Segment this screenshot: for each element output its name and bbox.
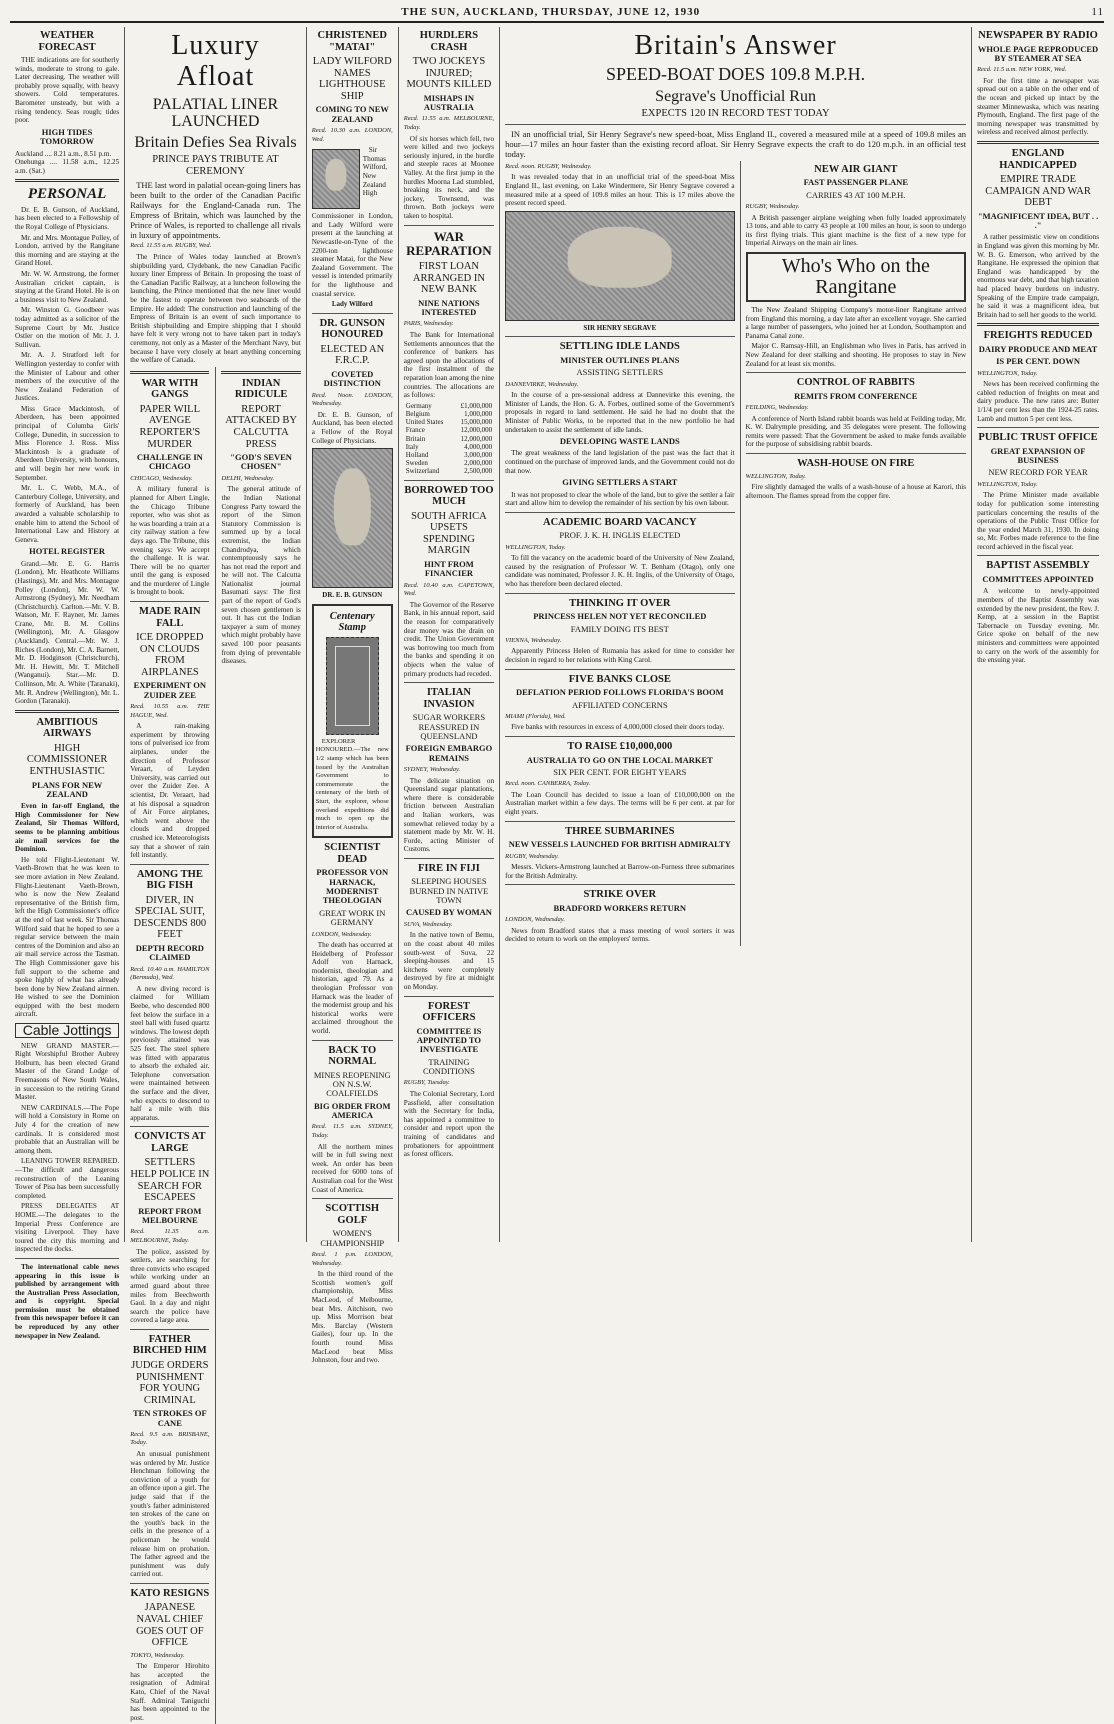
dateline: RUGBY, Tuesday. <box>403 1079 450 1087</box>
reparation-subheadline: NINE NATIONS INTERESTED <box>418 297 480 318</box>
idle-subheadline: ASSISTING SETTLERS <box>576 367 664 378</box>
divider <box>404 480 494 481</box>
dateline: Recd. 9.5 a.m. BRISBANE, Today. <box>130 1430 210 1447</box>
tides-row: Onehunga .... 11.58 a.m., 12.25 a.m. (Sat.) <box>15 158 120 175</box>
dateline: SYDNEY, Wednesday. <box>403 765 461 773</box>
whos-who-headline: Who's Who on the Rangitane <box>781 254 930 298</box>
dateline: Recd. noon. CANBERRA, Today. <box>505 780 591 788</box>
divider <box>221 371 300 374</box>
loan-row <box>404 451 494 459</box>
italian-text: The delicate situation on Queensland sugar plantations, where there is considerable friction between Australian and Italian workers, was somewhat relieved today by a statement made by Mr. W. H. Forde, acting Minister of Customs. <box>403 776 495 854</box>
developing-subheadline: DEVELOPING WASTE LANDS <box>559 436 680 447</box>
radio-text: For the first time a newspaper was spread out on a table on the other end of the ocean and picked up intact by the steamer Minnewaska, which was nearing Plymouth, England. The first page of the morning newspaper was transmitted by wireless and received almost perfectly. <box>977 76 1099 137</box>
whos-who-text: The New Zealand Shipping Company's motor-liner Rangitane arrived from England this morning, a day late after an excellent voyage. She carried a large number of passengers, who joined her at London, Southampton and Panama Canal zone. <box>745 305 967 340</box>
divider <box>746 453 967 454</box>
normal-text: All the northern mines will be in full swing next week. An order has been received for 6000 tons of Australian coal for the West Coast of America. <box>311 1142 393 1194</box>
air-giant-headline: NEW AIR GIANT <box>814 163 898 175</box>
hurdlers-subheadline: MISHAPS IN AUSTRALIA <box>423 92 475 113</box>
baptist-text: A welcome to newly-appointed members of the Baptist Assembly was extended by the new president, the Rev. J. Kemp, at a session in the Baptist Tabernacle on Tuesday evening. Mr. Grice spoke on behalf of the new ministers and committees were appointed to carry on the work of the assembly for the ensuing year. <box>977 587 1099 665</box>
india-headline: INDIAN RIDICULE <box>234 377 288 401</box>
loan-row <box>404 443 494 451</box>
weather-headline: WEATHER FORECAST <box>38 30 96 53</box>
dateline: WELLINGTON, Today. <box>505 543 566 551</box>
dateline: SUVA, Wednesday. <box>403 920 453 928</box>
divider <box>130 371 209 374</box>
convicts-subheadline: REPORT FROM MELBOURNE <box>138 1205 202 1225</box>
raise-subheadline: SIX PER CENT. FOR EIGHT YEARS <box>553 766 687 777</box>
dateline: MIAMI (Florida), Wed. <box>505 712 566 720</box>
india-text: The general attitude of the Indian National Congress Party toward the report of the Simon Statutory Commission is summed up by a local extremist, the Indian Chandrodya, which contemptuously says he has not read the report and he will not. The Calcutta Nationalist journal Basumati says: The first part of the report of God's seven chosen gentlemen is out. It has cut the Indian taxpayer a sum of money which might probably have saved 100 poor peasants from dying of preventable diseases. <box>221 485 301 666</box>
trust-subheadline: GREAT EXPANSION OF BUSINESS <box>990 445 1086 466</box>
loan-amount: 12,000,000 <box>460 434 493 443</box>
convicts-subheadline: SETTLERS HELP POLICE IN SEARCH FOR ESCAPEES <box>130 1157 210 1204</box>
kato-subheadline: JAPANESE NAVAL CHIEF GOES OUT OF OFFICE <box>136 1602 204 1649</box>
dateline: VIENNA, Wednesday. <box>505 636 562 644</box>
academic-text: To fill the vacancy on the academic board of the University of New Zealand, caused by the resignation of Professor W. T. Benham (Otago), only one candidate was nominated, Professor J. K. H. Inglis, of the University of Otago, who has therefore been declared elected. <box>505 554 735 589</box>
dateline: Recd. 1 p.m. LONDON, Wednesday. <box>311 1250 393 1267</box>
developing-text: The great weakness of the land legislation of the past was the fact that it continued on the purchase of improved lands, and the Government could not do that now. <box>505 449 735 475</box>
idle-headline: SETTLING IDLE LANDS <box>559 341 680 353</box>
italian-subheadline: FOREIGN EMBARGO REMAINS <box>405 743 493 763</box>
fish-headline: AMONG THE BIG FISH <box>136 868 203 892</box>
baptist-headline: BAPTIST ASSEMBLY <box>986 560 1090 572</box>
divider <box>404 682 494 683</box>
britain-subheadline: EXPECTS 120 IN RECORD TEST TODAY <box>641 108 830 120</box>
stamp-caption: EXPLORER HONOURED.—The new 1/2 stamp which has been issued by the Australian Government to commemorate the centenary of the birth of Sturt, the explorer, whose overland expeditions did much to open up the interior of Australia. <box>315 737 389 831</box>
divider <box>505 669 734 670</box>
air-giant-subheadline: CARRIES 43 AT 100 M.P.H. <box>806 189 906 200</box>
helen-subheadline: FAMILY DOING ITS BEST <box>570 623 669 634</box>
whos-who-box <box>746 252 967 302</box>
airways-lead: Even in far-off England, the High Commissioner for New Zealand, Sir Thomas Wilford, seems to be planning ambitious air mail services for the Dominion. <box>15 802 120 854</box>
idle-text: In the course of a pre-sessional address at Dannevirke this evening, the Minister of Lands, the Hon. G. A. Forbes, outlined some of the Government's proposals in regard to land settlement. He said he had no doubt that the Minister of Public Works, to be reported that in the new portfolio he had undertaken to assist the settlement of idle lands. <box>505 391 735 434</box>
scientist-subheadline: GREAT WORK IN GERMANY <box>319 907 386 928</box>
dateline: Recd. noon. RUGBY, Wednesday. <box>505 162 592 170</box>
page-number: 11 <box>1091 6 1104 18</box>
loan-country: Sweden <box>405 459 428 468</box>
divider <box>130 1126 209 1127</box>
dateline: Recd. 10.40 a.m. CAPETOWN, Wed. <box>403 581 495 598</box>
loan-amount: 4,000,000 <box>464 442 493 451</box>
hotel-text: Grand.—Mr. E. G. Harris (London), Mr. Heathcote Williams (Hastings), Mr. and Mrs. Montague Polley (London), Mr. W. W. Armstrong (Sydney), Mr. Needham (Christchurch). Carlton.—Mr. V. B. Watson, Mr. F. Rayner, Mr. James Crane, Mr. B. M. Collins (Wellington), Mr. A. Glasgow (Auckland). Central.—Mr. W. J. Riches (London), Mr. C. A. Barnett, Mr. D. Hodginson (Christchurch), Mr. H. Hewitt, Mr. T. Mitchell (Wanganui). Star.—Mr. D. Collinson, Mr. A. White (Taranaki), Mr. R. Andrew (Wellington), Mr. L. Gordon (Taranaki). <box>15 559 120 706</box>
freights-text: News has been received confirming the cabled reduction of freights on meat and dairy produce. The new rates are: Butter 1/1/4 per cent less than the 1924-25 rates. Lamb and mutton 5 per cent less. <box>977 380 1099 423</box>
kato-headline: KATO RESIGNS <box>130 1587 210 1599</box>
divider <box>505 124 966 125</box>
cable-item: NEW GRAND MASTER.—Right Worshipful Brother Aubrey Holburn, has been elected Grand Master of the Grand Lodge of Freemasons of New South Wales, in succession to the retiring Grand Master. <box>15 1041 120 1102</box>
banks-text: Five banks with resources in excess of 4,000,000 closed their doors today. <box>511 723 725 732</box>
matai-headline: CHRISTENED "MATAI" <box>317 30 387 53</box>
hurdlers-headline: HURDLERS CRASH <box>419 30 479 53</box>
loan-row <box>404 459 494 467</box>
loan-row <box>404 402 494 410</box>
loan-table <box>404 402 494 476</box>
dateline: PARIS, Wednesday. <box>403 320 454 328</box>
rain-subheadline: EXPERIMENT ON ZUIDER ZEE <box>133 680 206 700</box>
divider <box>977 427 1099 428</box>
personal-headline: PERSONAL <box>27 186 107 203</box>
personal-item: Mr. L. C. Webb, M.A., of Canterbury College, University, and formerly of Auckland, has been awarded a valuable scholarship to enable him to attend the School of International Law and History at Geneva. <box>15 484 120 544</box>
cable-jottings-title: Cable Jottings <box>15 1023 119 1038</box>
giving-text: It was not proposed to clear the whole of the land, but to give the settler a fair start and allow him to develop the remainder of his section by his own labour. <box>505 490 735 508</box>
golf-headline: SCOTTISH GOLF <box>325 1203 380 1226</box>
photo-caption: DR. E. B. GUNSON <box>322 591 383 600</box>
airways-headline: AMBITIOUS AIRWAYS <box>36 716 98 740</box>
loan-amount: 2,000,000 <box>464 459 493 468</box>
tides-row: Auckland .... 8.21 a.m., 8.51 p.m. <box>15 149 112 158</box>
gangs-subheadline: PAPER WILL AVENGE REPORTER'S MURDER <box>139 403 201 450</box>
submarines-text: Messrs. Vickers-Armstrong launched at Barrow-on-Furness three submarines for the British Admiralty. <box>505 863 735 880</box>
fiji-subheadline: SLEEPING HOUSES BURNED IN NATIVE TOWN <box>409 876 489 906</box>
wash-house-headline: WASH-HOUSE ON FIRE <box>797 457 915 469</box>
forest-subheadline: TRAINING CONDITIONS <box>422 1056 475 1077</box>
reparation-headline: WAR REPARATION <box>406 228 492 258</box>
divider <box>505 336 734 337</box>
banks-headline: FIVE BANKS CLOSE <box>568 673 671 685</box>
dateline: RUGBY, Wednesday. <box>505 852 559 860</box>
photo-caption: Lady Wilford <box>331 300 373 309</box>
helen-text: Apparently Princess Helen of Rumania has asked for time to consider her decision in regard to her relations with King Carol. <box>505 647 735 665</box>
dateline: Recd. 11.5 a.m. SYDNEY, Today. <box>311 1123 393 1140</box>
stamp-headline: Centenary Stamp <box>329 610 375 634</box>
rabbits-subheadline: REMITS FROM CONFERENCE <box>794 390 918 401</box>
masthead <box>10 6 1104 23</box>
tides-headline: HIGH TIDES TOMORROW <box>40 126 95 147</box>
loan-country: Britain <box>405 434 426 443</box>
scientist-text: The death has occurred at Heidelberg of Professor Adolf von Harnack, modernist, theologian and historian, aged 79. As a theologian Professor von Harnack was the leader of the modernist group and his historical works were acclaimed throughout the world. <box>311 941 393 1036</box>
matai-subheadline: COMING TO NEW ZEALAND <box>315 104 389 124</box>
fiji-text: In the native town of Bemu, on the coast about 40 miles south-west of Suva, 22 sleeping-houses and 15 kitchens were completely destroyed by fire at midnight on Monday. <box>403 931 495 991</box>
cable-item: LEANING TOWER REPAIRED.—The difficult and dangerous reconstruction of the Leaning Tower of Pisa has been successfully completed. <box>15 1157 120 1200</box>
raise-subheadline: AUSTRALIA TO GO ON THE LOCAL MARKET <box>526 754 713 765</box>
loan-row <box>404 410 494 418</box>
airways-text: He told Flight-Lieutenant W. Vaeth-Brown that he was keen to see more aviation in New Zealand. Flight-Lieutenant Vaeth-Brown, who is now the New Zealand representative of the British firm, left the High Commissioner's office at the end of last week. Sir Thomas Wilford said that he hoped to see a regular service between the main centres of the Dominion and also an air mail service across the Tasman. The High Commissioner gave his full support to the scheme and spoke highly of what has already been done by New Zealand airmen. He wished to see the Dominion equipped with the best modern aircraft. <box>15 855 120 1019</box>
loan-row <box>404 418 494 426</box>
fish-subheadline: DIVER, IN SPECIAL SUIT, DESCENDS 800 FEET <box>133 894 207 941</box>
loan-amount: 12,000,000 <box>460 426 493 435</box>
dateline: DANNEVIRKE, Wednesday. <box>505 380 579 388</box>
cable-item: NEW CARDINALS.—The Pope will hold a Consistory in Rome on July 4 for the creation of new cardinals. It is considered most probable that an Australian will be among them. <box>15 1103 120 1155</box>
dateline: Recd. 10.55 a.m. THE HAGUE, Wed. <box>130 703 210 719</box>
submarines-headline: THREE SUBMARINES <box>565 825 675 837</box>
dateline: Recd. 11.5 a.m. NEW YORK, Wed. <box>977 66 1067 74</box>
loan-amount: £1,000,000 <box>460 401 493 410</box>
luxury-body: The Prince of Wales today launched at Brown's shipbuilding yard, Clydebank, the new Canadian Pacific luxury liner Empress of Britain. In proposing the toast of the Canadian Pacific Railway, at a luncheon following the launching, the Prince mentioned that the new liner would be the fastest to operate between two seaboards of the Empire. He added: The construction and launching of the Empress of Britain is an event of such importance to British shipbuilding and Empire shipping that I should have felt it very wrong not to have taken part in today's ceremony, not only as a Master of the Merchant Navy, but because I have very closely at heart anything concerning the welfare of Canada. <box>130 253 301 365</box>
dateline: FEILDING, Wednesday. <box>745 403 809 411</box>
britain-body: It was revealed today that in an unofficial trial of the speed-boat Miss England II., last evening, on Lake Windermere, Sir Henry Segrave covered a measured mile at a speed of 109.8 miles an hour. This is 17 miles above the present record speed. <box>505 173 735 208</box>
freights-subheadline: DAIRY PRODUCE AND MEAT <box>978 343 1098 354</box>
normal-subheadline: BIG ORDER FROM AMERICA <box>314 1100 391 1121</box>
idle-subheadline: MINISTER OUTLINES PLANS <box>560 354 680 365</box>
masthead-title: THE SUN, AUCKLAND, THURSDAY, JUNE 12, 1930 <box>401 6 701 18</box>
column-2 <box>125 27 307 1722</box>
gunson-subheadline: ELECTED AN F.R.C.P. <box>320 343 385 367</box>
dateline: RUGBY, Wednesday. <box>745 202 800 210</box>
dateline: WELLINGTON, Today. <box>745 472 807 480</box>
divider <box>977 141 1099 144</box>
air-giant-text: A British passenger airplane weighing when fully loaded approximately 13 tons, and able to carry 43 people at 100 miles an hour, is soon to undergo its first flying trials. This giant machine is the first of a new type for Imperial Airways on the main air lines. <box>745 213 967 248</box>
divider <box>404 996 494 997</box>
dateline: Recd. 10.30 a.m. LONDON, Wed. <box>311 126 393 143</box>
fish-text: A new diving record is claimed for William Beebe, who descended 800 feet below the surface in a steel ball with fused quartz windows. The lowest depth previously attained was 525 feet. The steel sphere was fitted with apparatus to absorb the exhaled air. Telephone conversation were maintained between the surface and the diver, who expects to descend to half a mile with this apparatus. <box>130 984 210 1122</box>
england-text: A rather pessimistic view on conditions in England was given this morning by Mr. W. B. G. Emerson, who arrived by the Rangitane. He expressed the opinion that England was handicapped by the enormous war debt, and that high taxation had placed heavy burdens on industry. Speaking of the Empire trade campaign, he said it was a magnificent idea, but Britain had to sell her goods to the world. <box>977 233 1099 319</box>
fish-subheadline: DEPTH RECORD CLAIMED <box>135 943 204 963</box>
academic-headline: ACADEMIC BOARD VACANCY <box>542 516 697 528</box>
strike-headline: STRIKE OVER <box>583 889 657 901</box>
hurdlers-subheadline: TWO JOCKEYS INJURED; MOUNTS KILLED <box>406 56 492 91</box>
loan-country: Holland <box>405 451 429 460</box>
divider <box>130 1583 209 1584</box>
dateline: LONDON, Wednesday. <box>505 916 565 924</box>
dateline: Recd. 11.55 a.m. RUGBY, Wed. <box>130 242 212 250</box>
stamp-image <box>326 637 379 735</box>
rain-subheadline: ICE DROPPED ON CLOUDS FROM AIRPLANES <box>136 632 204 678</box>
gunson-subheadline: COVETED DISTINCTION <box>323 368 381 389</box>
luxury-subheadline: PALATIAL LINER LAUNCHED <box>152 95 279 131</box>
dateline: WELLINGTON, Today. <box>977 480 1038 488</box>
father-subheadline: TEN STROKES OF CANE <box>132 1408 207 1428</box>
column-1 <box>10 27 125 1340</box>
divider <box>746 372 967 373</box>
dateline: Recd. 10.40 a.m. HAMILTON (Bermuda), Wed. <box>130 965 210 982</box>
divider <box>505 512 734 513</box>
forest-headline: FOREST OFFICERS <box>422 1000 476 1024</box>
personal-item: Mr. A. J. Stratford left for Wellington yesterday to confer with the Minister of Labour and other members of the executive of the New Zealand Federation of Justices. <box>15 351 120 403</box>
britain-headline: Britain's Answer <box>634 30 837 61</box>
helen-subheadline: PRINCESS HELEN NOT YET RECONCILED <box>533 611 707 622</box>
rabbits-text: A conference of North Island rabbit boards was held at Feilding today, Mr. K. W. Dalrymple presiding, and 35 delegates were present. The following remits were passed: That the Government be asked to make funds available for the purpose of subsidising rabbit boards. <box>745 414 967 449</box>
whos-who-text: Major C. Ramsay-Hill, an Englishman who lives in Paris, has arrived in New Zealand for deer stalking and shooting. He proposes to stay in New Zealand for at least six months. <box>745 342 967 368</box>
dateline: CHICAGO, Wednesday. <box>130 474 193 482</box>
dateline: DELHI, Wednesday. <box>221 474 275 482</box>
divider <box>505 593 734 594</box>
india-subheadline: REPORT ATTACKED BY CALCUTTA PRESS <box>225 403 297 450</box>
loan-row <box>404 467 494 475</box>
trust-text: The Prime Minister made available today for publication some interesting particulars concerning the results of the operations of the Public Trust Office for the year ended March 31, 1930. In doing so, Mr. Forbes made reference to the fine record achieved in the fiscal year. <box>977 491 1099 551</box>
column-4 <box>399 27 500 1242</box>
loan-country: Italy <box>405 442 419 451</box>
loan-row <box>404 426 494 434</box>
dateline: WELLINGTON, Today. <box>977 369 1038 377</box>
convicts-text: The police, assisted by settlers, are searching for three convicts who escaped while working under an armed guard about three miles from Beechworth Gaol. In a day and night search the police have covered a large area. <box>130 1247 210 1325</box>
dateline: Recd. Noon. LONDON, Wednesday. <box>311 391 393 408</box>
airways-subheadline: HIGH COMMISSIONER ENTHUSIASTIC <box>26 742 108 777</box>
copyright-notice: The international cable news appearing in this issue is published by arrangement with the Australian Press Association, and is copyright. Special permission must be obtained from this newspaper before it can be reproduced by any other newspaper in New Zealand. <box>15 1262 120 1340</box>
divider <box>15 1258 119 1259</box>
normal-headline: BACK TO NORMAL <box>328 1044 377 1068</box>
hotel-headline: HOTEL REGISTER <box>29 546 105 557</box>
segrave-photo <box>505 211 734 321</box>
gangs-text: A military funeral is planned for Albert Lingle, the Chicago Tribune reporter, who was shot as he was boarding a train at a city railway station a few days ago. The Tribune, this evening says: We accept the challenge. It is war. There will be no quarter until the gang is exposed and the murderer of Lingle is brought to book. <box>130 485 210 597</box>
rain-headline: MADE RAIN FALL <box>139 606 201 629</box>
trust-headline: PUBLIC TRUST OFFICE <box>978 432 1098 444</box>
loan-country: Germany <box>405 401 432 410</box>
divider <box>505 736 734 737</box>
dateline: Recd. 11.55 a.m. MELBOURNE, Today. <box>403 115 495 132</box>
loan-country: United States <box>405 418 444 427</box>
italian-subheadline: SUGAR WORKERS REASSURED IN QUEENSLAND <box>412 712 486 741</box>
freights-subheadline: IS PER CENT. DOWN <box>996 356 1080 367</box>
borrowed-text: The Governor of the Reserve Bank, in his annual report, said the reason for comparatively dear money was the drain on credit. The Union Government was borrowing too much from the banks and spending it on objects when the value of primary products had receded. <box>403 600 495 678</box>
luxury-headline: Luxury Afloat <box>171 30 260 92</box>
scientist-subheadline: PROFESSOR VON HARNACK, MODERNIST THEOLOGIAN <box>316 867 389 906</box>
luxury-subheadline: PRINCE PAYS TRIBUTE AT CEREMONY <box>152 154 279 177</box>
freights-headline: FREIGHTS REDUCED <box>983 330 1093 342</box>
personal-item: Mr. W. W. Armstrong, the former Australian cricket captain, is staying at the Grand Hotel. He is on a business visit to New Zealand. <box>15 269 120 304</box>
divider <box>130 601 209 602</box>
air-giant-subheadline: FAST PASSENGER PLANE <box>803 177 908 188</box>
divider <box>15 179 119 182</box>
airways-subheadline: PLANS FOR NEW ZEALAND <box>31 779 103 799</box>
convicts-headline: CONVICTS AT LARGE <box>134 1131 206 1154</box>
borrowed-subheadline: SOUTH AFRICA UPSETS SPENDING MARGIN <box>411 510 487 557</box>
borrowed-headline: BORROWED TOO MUCH <box>404 484 494 508</box>
matai-text: Sir Thomas Wilford, New Zealand High Commissioner in London, and Lady Wilford were present at the launching at Newcastle-on-Tyne of the 2200-ton lighthouse steamer Matai, for the New Zealand Government. The vessel is intended primarily for the lighthouse and coastal service. <box>311 146 393 298</box>
strike-text: News from Bradford states that a mass meeting of wool sorters it was decided to return to work on the employers' terms. <box>505 926 735 944</box>
luxury-subheadline: Britain Defies Sea Rivals <box>134 133 297 151</box>
submarines-subheadline: NEW VESSELS LAUNCHED FOR BRITISH ADMIRALTY <box>508 839 731 850</box>
divider <box>505 821 734 822</box>
loan-country: France <box>405 426 425 435</box>
britain-subheadline: Segrave's Unofficial Run <box>655 87 816 105</box>
hurdlers-text: Of six horses which fell, two were killed and two jockeys seriously injured, in the hurdle and steeple races at Moonee Valley. At the first jump in the hurdles Moorna Lad stumbled, breaking its neck, and the jockey, Townsend, was thrown. Both jockeys were taken to hospital. <box>403 134 495 220</box>
divider <box>977 555 1099 556</box>
rabbits-headline: CONTROL OF RABBITS <box>796 377 915 389</box>
loan-amount: 2,500,000 <box>464 467 493 476</box>
matai-subheadline: LADY WILFORD NAMES LIGHTHOUSE SHIP <box>312 56 392 102</box>
helen-headline: THINKING IT OVER <box>569 597 671 609</box>
divider <box>15 710 119 713</box>
forest-subheadline: COMMITTEE IS APPOINTED TO INVESTIGATE <box>416 1025 482 1055</box>
kato-text: The Emperor Hirohito has accepted the resignation of Admiral Kato, Chief of the Naval Staff. Admiral Taniguchi has been appointed to the post. <box>130 1662 210 1722</box>
loan-country: Switzerland <box>405 467 440 476</box>
radio-headline: NEWSPAPER BY RADIO <box>978 30 1098 41</box>
loan-row <box>404 435 494 443</box>
column-5-6 <box>500 27 972 1242</box>
father-text: An unusual punishment was ordered by Mr. Justice Henchman following the conviction of a youth for an offence upon a girl. The judge said that if the youth's father administered ten strokes of the cane on the youth's back in the cells in the presence of a policeman he would release him on probation. The father agreed and the punishment was duly carried out. <box>130 1450 210 1579</box>
britain-lead: IN an unofficial trial, Sir Henry Segrave's new speed-boat, Miss England II., covered a measured mile at a speed of 109.8 miles an hour—17 miles an hour faster than the existing record afloat. Sir Henry Segrave expects the craft to do 120 m.p.h. in an official test today. <box>505 128 967 159</box>
lady-wilford-photo <box>312 149 360 209</box>
trust-subheadline: NEW RECORD FOR YEAR <box>988 467 1088 478</box>
gunson-headline: DR. GUNSON HONOURED <box>319 317 385 341</box>
divider <box>312 1040 393 1041</box>
divider <box>404 858 494 859</box>
personal-item: Mr. Winston G. Goodbeer was today admitted as a solicitor of the Supreme Court by Mr. Justice Ostler on the motion of Mr. J. J. Sullivan. <box>15 306 120 349</box>
fiji-headline: FIRE IN FIJI <box>417 862 480 874</box>
luxury-lead: THE last word in palatial ocean-going liners has been built to the order of the Canadian Pacific Railways for the England-Canada run. The Empress of Britain, which was launched by the Prince of Wales, is reported to challenge all rivals in luxury of appointments. <box>130 180 301 241</box>
personal-item: Miss Grace Mackintosh, of Aberdeen, has been appointed principal of Columba Girls' College, Dunedin, in succession to Miss Florence J. Ross. Miss Mackintosh is a graduate of Aberdeen University, with honours, and will begin her new work in September. <box>15 404 120 482</box>
father-subheadline: JUDGE ORDERS PUNISHMENT FOR YOUNG CRIMINAL <box>131 1359 209 1406</box>
divider <box>404 225 494 226</box>
banks-subheadline: DEFLATION PERIOD FOLLOWS FLORIDA'S BOOM <box>515 687 724 698</box>
india-subheadline: "GOD'S SEVEN CHOSEN" <box>230 452 292 472</box>
golf-subheadline: WOMEN'S CHAMPIONSHIP <box>320 1228 385 1248</box>
wash-house-text: Fire slightly damaged the walls of a wash-house of a house at Karori, this afternoon. The flames spread from the copper fire. <box>745 483 967 500</box>
raise-headline: TO RAISE £10,000,000 <box>567 741 673 753</box>
giving-subheadline: GIVING SETTLERS A START <box>562 477 678 488</box>
raise-text: The Loan Council has decided to issue a loan of £10,000,000 on the Australian market within a few days. The terms will be 6 per cent. at par for eight years. <box>505 790 735 817</box>
column-7 <box>972 27 1104 1242</box>
reparation-subheadline: FIRST LOAN ARRANGED IN NEW BANK <box>412 261 485 296</box>
father-headline: FATHER BIRCHED HIM <box>132 1333 207 1357</box>
divider <box>505 884 734 885</box>
britain-subheadline: SPEED-BOAT DOES 109.8 M.P.H. <box>605 63 866 84</box>
baptist-subheadline: COMMITTEES APPOINTED <box>982 574 1094 585</box>
england-headline: ENGLAND HANDICAPPED <box>999 147 1077 171</box>
forest-text: The Colonial Secretary, Lord Passfield, after consultation with the Secretary for India, has appointed a committee to consider and report upon the training of candidates and probationers for appointment as forest officers. <box>403 1089 495 1159</box>
banks-subheadline: AFFILIATED CONCERNS <box>571 699 668 710</box>
reparation-text: The Bank for International Settlements announces that the conference of bankers has agreed upon the allocations of the first instalment of the reparation loan among the nine countries. The allocations are as follows: <box>403 331 495 400</box>
personal-item: Dr. E. B. Gunson, of Auckland, has been elected to a Fellowship of the Royal College of Physicians. <box>15 205 120 231</box>
weather-text: THE indications are for southerly winds, moderate to strong to gale. Later decreasing. The weather will probably prove squally, with heavy showers. Cold temperatures. Barometer unsteady, but with a rising tendency. Seas rough; tides poor. <box>15 56 120 125</box>
centenary-stamp-box <box>312 604 393 839</box>
personal-item: Mr. and Mrs. Montague Polley, of London, arrived by the Rangitane this morning and are staying at the Grand Hotel. <box>15 233 120 268</box>
borrowed-subheadline: HINT FROM FINANCIER <box>424 558 474 579</box>
dateline: LONDON, Wednesday. <box>311 930 372 938</box>
divider <box>130 864 209 865</box>
normal-subheadline: MINES REOPENING ON N.S.W. COALFIELDS <box>313 1069 391 1099</box>
dateline: Recd. 11.35 a.m. MELBOURNE, Today. <box>130 1228 210 1244</box>
scientist-headline: SCIENTIST DEAD <box>324 842 381 865</box>
gangs-headline: WAR WITH GANGS <box>141 377 199 401</box>
england-subheadline: "MAGNIFICENT IDEA, BUT . . ." <box>977 210 1099 231</box>
strike-subheadline: BRADFORD WORKERS RETURN <box>553 902 687 913</box>
academic-subheadline: PROF. J. K. H. INGLIS ELECTED <box>559 530 681 541</box>
column-3 <box>307 27 399 1365</box>
photo-caption: SIR HENRY SEGRAVE <box>583 323 657 332</box>
divider <box>312 1198 393 1199</box>
golf-text: In the third round of the Scottish women's golf championship, Miss MacLeod, of Melbourne, beat Mrs. Aitchison, two up. Miss Morrison beat Mrs. Barclay (Western Gailes), four up. In the fourth round Miss MacLeod beat Miss Johnston, four and two. <box>311 1270 393 1365</box>
loan-amount: 3,000,000 <box>464 451 493 460</box>
fiji-subheadline: CAUSED BY WOMAN <box>405 907 492 918</box>
cable-item: PRESS DELEGATES AT HOME.—The delegates to the Imperial Press Conference are visiting Liverpool. They have toured the city this morning and inspected the docks. <box>15 1202 120 1254</box>
loan-amount: 1,000,000 <box>464 410 493 419</box>
divider <box>977 323 1099 326</box>
gangs-subheadline: CHALLENGE IN CHICAGO <box>136 452 203 472</box>
gunson-text: Dr. E. B. Gunson, of Auckland, has been elected a Fellow of the Royal College of Physicians. <box>311 410 393 445</box>
italian-headline: ITALIAN INVASION <box>423 687 475 710</box>
divider <box>312 313 393 314</box>
rain-text: A rain-making experiment by throwing tons of pulverised ice from airplanes, under the direction of Professor Veraart, of Leyden University, was carried out over the Zuider Zee. A scientist, Dr. Veraart, had at his disposal a squadron of Air Force airplanes, which went above the clouds and dropped crushed ice. Meteorologists say that a shower of rain fell instantly. <box>130 722 210 860</box>
gunson-photo <box>312 448 393 588</box>
loan-country: Belgium <box>405 410 430 419</box>
england-subheadline: EMPIRE TRADE CAMPAIGN AND WAR DEBT <box>985 174 1091 209</box>
radio-subheadline: WHOLE PAGE REPRODUCED BY STEAMER AT SEA <box>977 43 1099 63</box>
dateline: TOKYO, Wednesday. <box>130 1651 185 1659</box>
divider <box>130 1329 209 1330</box>
loan-amount: 15,000,000 <box>460 418 493 427</box>
